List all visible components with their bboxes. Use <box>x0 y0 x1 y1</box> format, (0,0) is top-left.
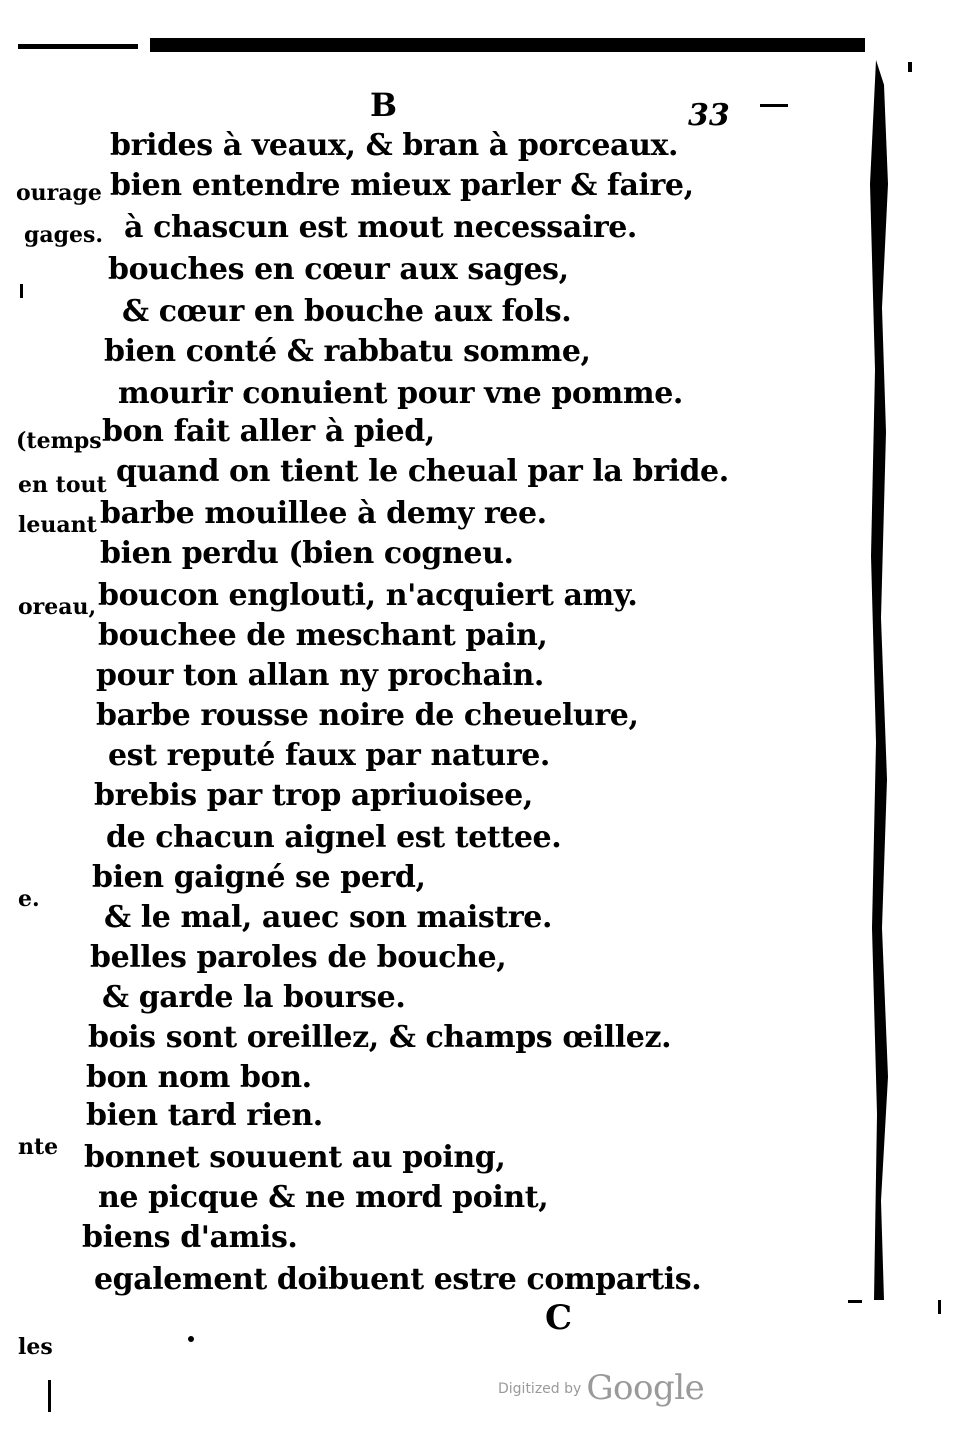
text-line: egalement doibuent estre compartis. <box>94 1262 702 1297</box>
binding-shadow <box>870 60 890 1300</box>
digitized-by-google-watermark <box>498 1368 704 1408</box>
ink-fleck <box>188 1336 194 1342</box>
text-line: est reputé faux par nature. <box>108 738 550 773</box>
google-label: Google <box>586 1368 705 1408</box>
text-line: brides à veaux, & bran à porceaux. <box>110 128 679 163</box>
top-rule <box>150 38 865 52</box>
text-line: bon nom bon. <box>86 1060 312 1095</box>
text-line: barbe mouillee à demy ree. <box>100 496 547 531</box>
margin-fragment: e. <box>18 886 40 912</box>
text-line: bien gaigné se perd, <box>92 860 426 895</box>
digitized-label: Digitized by <box>498 1381 582 1397</box>
text-line: bonnet souuent au poing, <box>84 1140 506 1175</box>
top-left-rule <box>18 44 138 49</box>
ink-fleck <box>760 104 788 107</box>
margin-fragment: en tout <box>18 472 107 498</box>
margin-mark <box>48 1380 51 1412</box>
signature-mark: B <box>370 86 398 124</box>
ink-fleck <box>908 62 912 72</box>
ink-fleck <box>848 1300 862 1303</box>
text-line: à chascun est mout necessaire. <box>124 210 637 245</box>
text-line: bouches en cœur aux sages, <box>108 252 569 287</box>
text-line: & cœur en bouche aux fols. <box>122 294 572 329</box>
text-line: belles paroles de bouche, <box>90 940 507 975</box>
text-line: & garde la bourse. <box>102 980 406 1015</box>
text-line: mourir conuient pour vne pomme. <box>118 376 683 411</box>
text-line: quand on tient le cheual par la bride. <box>116 454 729 489</box>
margin-fragment: ourage <box>16 180 102 206</box>
text-line: bien perdu (bien cogneu. <box>100 536 514 571</box>
text-line: bien conté & rabbatu somme, <box>104 334 591 369</box>
margin-fragment: nte <box>18 1134 59 1160</box>
page-number: 33 <box>688 98 730 133</box>
text-line: ne picque & ne mord point, <box>98 1180 549 1215</box>
text-line: & le mal, auec son maistre. <box>104 900 552 935</box>
text-line: bon fait aller à pied, <box>102 414 435 449</box>
text-line: bouchee de meschant pain, <box>98 618 548 653</box>
text-line: bien tard rien. <box>86 1098 323 1133</box>
text-line: boucon englouti, n'acquiert amy. <box>98 578 638 613</box>
margin-fragment: oreau, <box>18 594 97 620</box>
margin-fragment: leuant <box>18 512 97 538</box>
margin-fragment: gages. <box>24 222 104 248</box>
text-line: brebis par trop apriuoisee, <box>94 778 533 813</box>
text-line: de chacun aignel est tettee. <box>106 820 562 855</box>
text-line: biens d'amis. <box>82 1220 298 1255</box>
text-line: bien entendre mieux parler & faire, <box>110 168 694 203</box>
text-line: barbe rousse noire de cheuelure, <box>96 698 639 733</box>
ink-fleck <box>938 1300 941 1314</box>
text-line: bois sont oreillez, & champs œillez. <box>88 1020 672 1055</box>
margin-fragment: les <box>18 1334 53 1360</box>
margin-mark <box>20 284 23 298</box>
catchword: C <box>545 1298 573 1338</box>
margin-fragment: (temps <box>16 428 102 454</box>
text-line: pour ton allan ny prochain. <box>96 658 544 693</box>
